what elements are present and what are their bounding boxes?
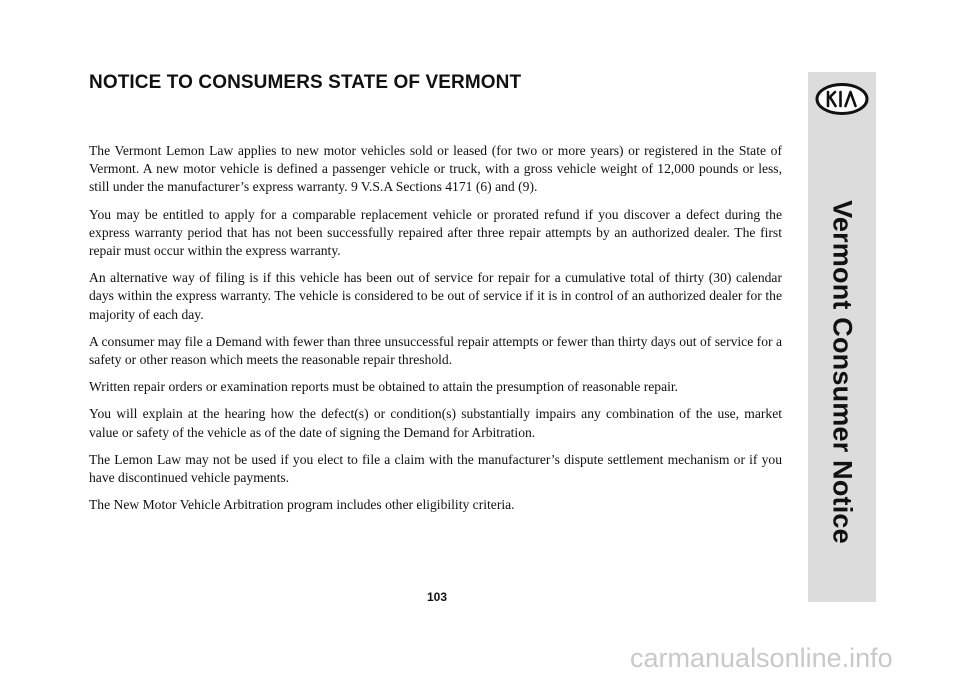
paragraph-exclusions: The Lemon Law may not be used if you elect to file a claim with the manufacturer’s dispute settlement mechanism or if you have discontinued vehicle payments. (89, 451, 782, 486)
side-tab-label: Vermont Consumer Notice (827, 200, 858, 544)
watermark: carmanualsonline.info (630, 643, 893, 673)
section-side-tab (808, 72, 876, 602)
paragraph-repair-orders: Written repair orders or examination reports must be obtained to attain the presumption of reasonable repair. (89, 379, 679, 395)
paragraph-replacement-refund: You may be entitled to apply for a comparable replacement vehicle or prorated refund if you discover a defect during the express warranty period that has not been successfully repaired after three repair attempts by an authorized dealer. The first repair must occur within the express warranty. (89, 206, 782, 259)
page-number: 103 (426, 590, 448, 604)
notice-body (89, 142, 782, 523)
paragraph-out-of-service: An alternative way of filing is if this vehicle has been out of service for repair for a cumulative total of thirty (30) calendar days within the express warranty. The vehicle is considered to be out of service if it is in control of an authorized dealer for the majority of each day. (89, 270, 782, 322)
paragraph-safety-threshold: A consumer may file a Demand with fewer than three unsuccessful repair attempts or fewer than thirty days out of service for a safety or other reason which meets the reasonable repair threshold. (89, 333, 782, 368)
paragraph-hearing: You will explain at the hearing how the defect(s) or condition(s) substantially impairs any combination of the use, market value or safety of the vehicle as of the date of signing the Demand for Arbitration. (89, 406, 782, 440)
paragraph-eligibility: The New Motor Vehicle Arbitration program includes other eligibility criteria. (89, 497, 515, 513)
page-title: NOTICE TO CONSUMERS STATE OF VERMONT (89, 72, 522, 93)
kia-logo-icon (815, 82, 869, 116)
paragraph-lemon-law-scope: The Vermont Lemon Law applies to new motor vehicles sold or leased (for two or more years) or registered in the State of Vermont. A new motor vehicle is defined a passenger vehicle or truck, with a gross vehicle weight of 12,000 pounds or less, still under the manufacturer’s express warranty. 9 V.S.A Sections 4171 (6) and (9). (89, 143, 782, 195)
